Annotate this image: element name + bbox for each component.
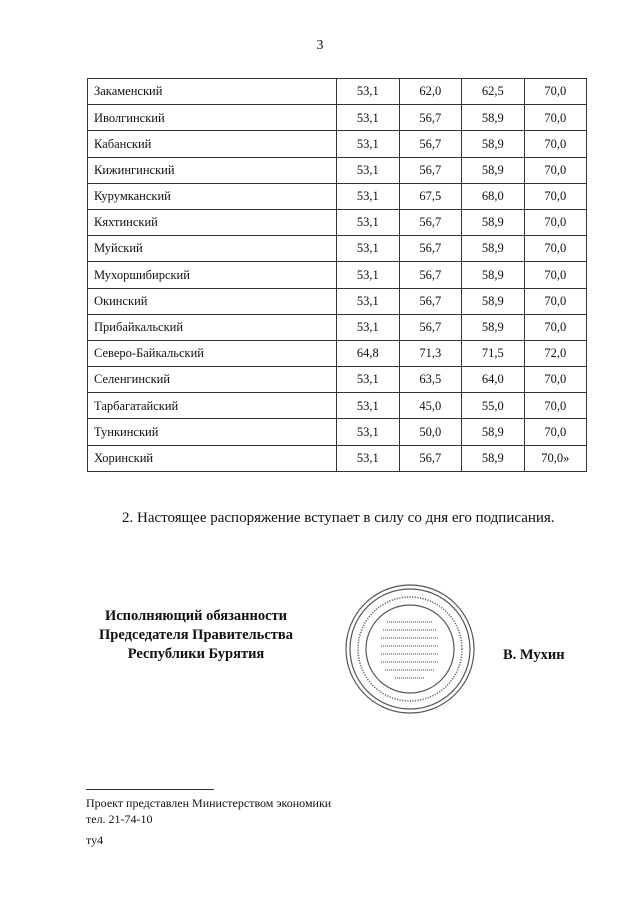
- value-cell: 53,1: [337, 262, 400, 288]
- value-cell: 53,1: [337, 367, 400, 393]
- value-cell: 56,7: [399, 157, 462, 183]
- value-cell: 56,7: [399, 236, 462, 262]
- district-name-cell: Курумканский: [88, 183, 337, 209]
- district-name-cell: Закаменский: [88, 79, 337, 105]
- district-name-cell: Хоринский: [88, 445, 337, 471]
- footnote: [86, 795, 331, 827]
- value-cell: 53,1: [337, 314, 400, 340]
- district-name-cell: Прибайкальский: [88, 314, 337, 340]
- value-cell: 70,0: [524, 367, 587, 393]
- value-cell: 53,1: [337, 419, 400, 445]
- footnote-divider: [86, 789, 214, 790]
- value-cell: 56,7: [399, 262, 462, 288]
- value-cell: 56,7: [399, 445, 462, 471]
- value-cell: 70,0: [524, 288, 587, 314]
- table-row: [88, 288, 587, 314]
- value-cell: 70,0: [524, 209, 587, 235]
- table-row: [88, 419, 587, 445]
- signatory-name: В. Мухин: [503, 647, 565, 663]
- value-cell: 58,9: [462, 236, 525, 262]
- value-cell: 71,3: [399, 340, 462, 366]
- value-cell: 58,9: [462, 209, 525, 235]
- district-name-cell: Тарбагатайский: [88, 393, 337, 419]
- district-name-cell: Кяхтинский: [88, 209, 337, 235]
- value-cell: 63,5: [399, 367, 462, 393]
- table-body: [88, 79, 587, 472]
- value-cell: 53,1: [337, 157, 400, 183]
- value-cell: 53,1: [337, 105, 400, 131]
- value-cell: 56,7: [399, 314, 462, 340]
- value-cell: 55,0: [462, 393, 525, 419]
- document-code: ту4: [86, 833, 104, 847]
- table-row: [88, 183, 587, 209]
- value-cell: 53,1: [337, 209, 400, 235]
- value-cell: 70,0: [524, 236, 587, 262]
- value-cell: 58,9: [462, 131, 525, 157]
- data-table: [87, 78, 587, 472]
- value-cell: 53,1: [337, 393, 400, 419]
- value-cell: 53,1: [337, 445, 400, 471]
- value-cell: 62,0: [399, 79, 462, 105]
- value-cell: 58,9: [462, 314, 525, 340]
- district-name-cell: Кабанский: [88, 131, 337, 157]
- value-cell: 53,1: [337, 236, 400, 262]
- district-name-cell: Северо-Байкальский: [88, 340, 337, 366]
- signatory-line: Республики Бурятия: [127, 646, 265, 662]
- signatory-line: Председателя Правительства: [99, 627, 293, 643]
- signatory-line: Исполняющий обязанности: [104, 608, 288, 624]
- table-row: [88, 367, 587, 393]
- value-cell: 56,7: [399, 131, 462, 157]
- value-cell: 58,9: [462, 105, 525, 131]
- value-cell: 50,0: [399, 419, 462, 445]
- paragraph-text: 2. Настоящее распоряжение вступает в силу со дня его подписания.: [122, 510, 555, 526]
- value-cell: 53,1: [337, 183, 400, 209]
- value-cell: 62,5: [462, 79, 525, 105]
- table-row: [88, 209, 587, 235]
- value-cell: 58,9: [462, 262, 525, 288]
- value-cell: 53,1: [337, 288, 400, 314]
- district-name-cell: Селенгинский: [88, 367, 337, 393]
- value-cell: 71,5: [462, 340, 525, 366]
- signatory-title: [86, 607, 306, 664]
- table-row: [88, 79, 587, 105]
- district-name-cell: Окинский: [88, 288, 337, 314]
- value-cell: 58,9: [462, 445, 525, 471]
- table-row: [88, 314, 587, 340]
- table-row: [88, 445, 587, 471]
- value-cell: 70,0: [524, 393, 587, 419]
- table-row: [88, 340, 587, 366]
- table-row: [88, 393, 587, 419]
- value-cell: 70,0: [524, 419, 587, 445]
- value-cell: 70,0: [524, 131, 587, 157]
- district-name-cell: Кижингинский: [88, 157, 337, 183]
- district-name-cell: Муйский: [88, 236, 337, 262]
- value-cell: 70,0: [524, 79, 587, 105]
- table-row: [88, 157, 587, 183]
- district-name-cell: Тункинский: [88, 419, 337, 445]
- table-row: [88, 236, 587, 262]
- value-cell: 70,0: [524, 262, 587, 288]
- value-cell: 70,0: [524, 183, 587, 209]
- footnote-line: Проект представлен Министерством экономики: [86, 796, 332, 810]
- value-cell: 64,8: [337, 340, 400, 366]
- value-cell: 67,5: [399, 183, 462, 209]
- value-cell: 70,0: [524, 105, 587, 131]
- table-row: [88, 131, 587, 157]
- footnote-line: тел. 21-74-10: [86, 812, 153, 826]
- value-cell: 56,7: [399, 105, 462, 131]
- table-row: [88, 105, 587, 131]
- district-name-cell: Мухоршибирский: [88, 262, 337, 288]
- table-row: [88, 262, 587, 288]
- value-cell: 64,0: [462, 367, 525, 393]
- value-cell: 53,1: [337, 79, 400, 105]
- page-number: 3: [316, 38, 324, 53]
- value-cell: 53,1: [337, 131, 400, 157]
- value-cell: 45,0: [399, 393, 462, 419]
- district-name-cell: Иволгинский: [88, 105, 337, 131]
- value-cell: 58,9: [462, 157, 525, 183]
- value-cell: 70,0»: [524, 445, 587, 471]
- official-seal-stamp: [343, 582, 477, 716]
- value-cell: 68,0: [462, 183, 525, 209]
- value-cell: 58,9: [462, 419, 525, 445]
- value-cell: 56,7: [399, 209, 462, 235]
- value-cell: 70,0: [524, 157, 587, 183]
- value-cell: 72,0: [524, 340, 587, 366]
- value-cell: 70,0: [524, 314, 587, 340]
- value-cell: 58,9: [462, 288, 525, 314]
- value-cell: 56,7: [399, 288, 462, 314]
